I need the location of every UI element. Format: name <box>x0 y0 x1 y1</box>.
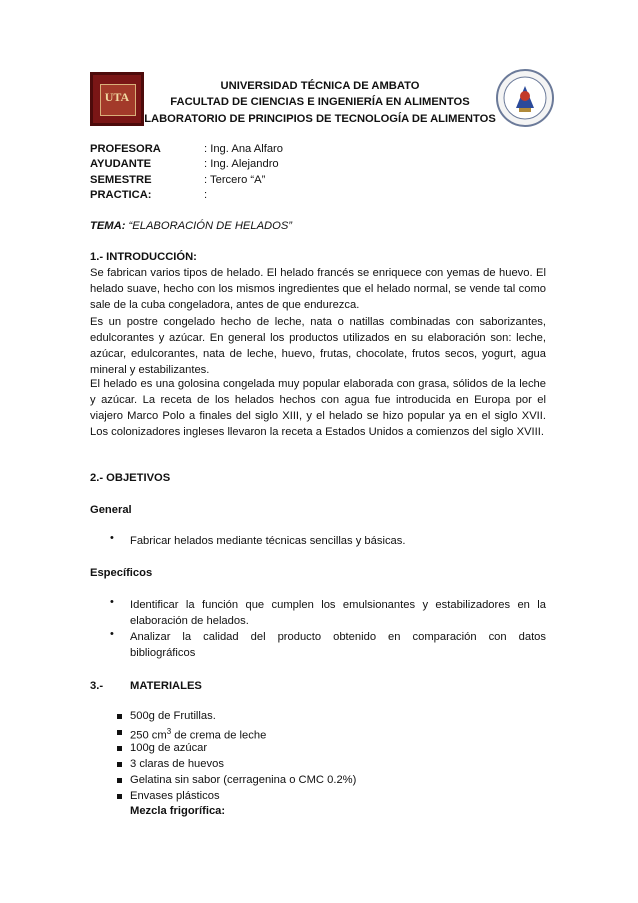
square-bullet-icon <box>117 714 122 719</box>
info-label-profesora: PROFESORA <box>90 143 161 155</box>
square-bullet-icon <box>117 778 122 783</box>
square-bullet-icon <box>117 730 122 735</box>
intro-paragraph-3: El helado es una golosina congelada muy popular elaborada con grasa, sólidos de la leche y azúcar. La receta de los helados hechos con agua fue introducida en Europa por el viajero Marco Polo a finales del siglo XIII, y el helado se hizo popular ya en el siglo XVII. Los colonizadores ingleses llevaron la receta a Estados Unidos a comienzos del siglo XVIII. <box>90 378 546 438</box>
especifico-item-2: Analizar la calidad del producto obtenido en comparación con datos bibliográficos <box>130 631 546 659</box>
tema-value: “ELABORACIÓN DE HELADOS” <box>125 220 293 232</box>
material-item: Envases plásticos <box>130 790 220 802</box>
material-item: 100g de azúcar <box>130 742 208 754</box>
intro-paragraph-1: Se fabrican varios tipos de helado. El helado francés se enriquece con yemas de huevo. El helado suave, hecho con los mismos ingredientes que el helado normal, se vende tal como sale de la cuba congeladora, antes de que endurezca. <box>90 267 546 311</box>
material-item: 500g de Frutillas. <box>130 710 216 722</box>
info-label-ayudante: AYUDANTE <box>90 158 152 170</box>
materiales-number: 3.- <box>90 680 104 692</box>
intro-heading: 1.- INTRODUCCIÓN: <box>90 251 197 263</box>
bullet-icon: • <box>110 532 114 544</box>
info-label-practica: PRACTICA: <box>90 189 152 201</box>
tema-label: TEMA: <box>90 220 126 232</box>
especificos-label: Específicos <box>90 567 153 579</box>
material-item: Gelatina sin sabor (cerragenina o CMC 0.2%) <box>130 774 357 786</box>
header-faculty: FACULTAD DE CIENCIAS E INGENIERÍA EN ALIMENTOS <box>170 96 470 108</box>
objetivos-heading: 2.- OBJETIVOS <box>90 472 171 484</box>
tema-line <box>90 218 292 234</box>
university-logo <box>90 72 144 126</box>
material-item-text: 250 cm <box>130 729 167 742</box>
general-item: Fabricar helados mediante técnicas sencillas y básicas. <box>130 535 406 547</box>
general-label: General <box>90 504 132 516</box>
intro-paragraph-2: Es un postre congelado hecho de leche, nata o natillas combinadas con saborizantes, edulcorantes y azúcar. En general los productos utilizados en su elaboración son: leche, azúcar, edulcorantes, nata de leche, huevo, frutas, chocolate, frutos secos, yogurt, agua mineral y estabilizantes. <box>90 316 546 376</box>
info-value-semestre: : Tercero “A” <box>204 174 266 186</box>
info-value-ayudante: : Ing. Alejandro <box>204 158 279 170</box>
superscript: 3 <box>166 727 172 736</box>
info-label-semestre: SEMESTRE <box>90 174 152 186</box>
square-bullet-icon <box>117 794 122 799</box>
square-bullet-icon <box>117 746 122 751</box>
material-item-text-rest: de crema de leche <box>171 729 267 742</box>
square-bullet-icon <box>117 762 122 767</box>
material-item: 3 claras de huevos <box>130 758 224 770</box>
materiales-heading: MATERIALES <box>130 680 202 692</box>
info-value-practica: : <box>204 189 208 201</box>
header-laboratory: LABORATORIO DE PRINCIPIOS DE TECNOLOGÍA DE ALIMENTOS <box>144 113 496 125</box>
header-university: UNIVERSIDAD TÉCNICA DE AMBATO <box>220 80 420 92</box>
bullet-icon: • <box>110 596 114 608</box>
faculty-seal-icon <box>495 68 555 128</box>
bullet-icon: • <box>110 628 114 640</box>
info-value-profesora: : Ing. Ana Alfaro <box>204 143 283 155</box>
mezcla-frigorifica-label: Mezcla frigorífica: <box>130 805 226 817</box>
especifico-item-1: Identificar la función que cumplen los emulsionantes y estabilizadores en la elaboración de helados. <box>130 599 546 627</box>
logo-text: UTA <box>104 90 130 104</box>
